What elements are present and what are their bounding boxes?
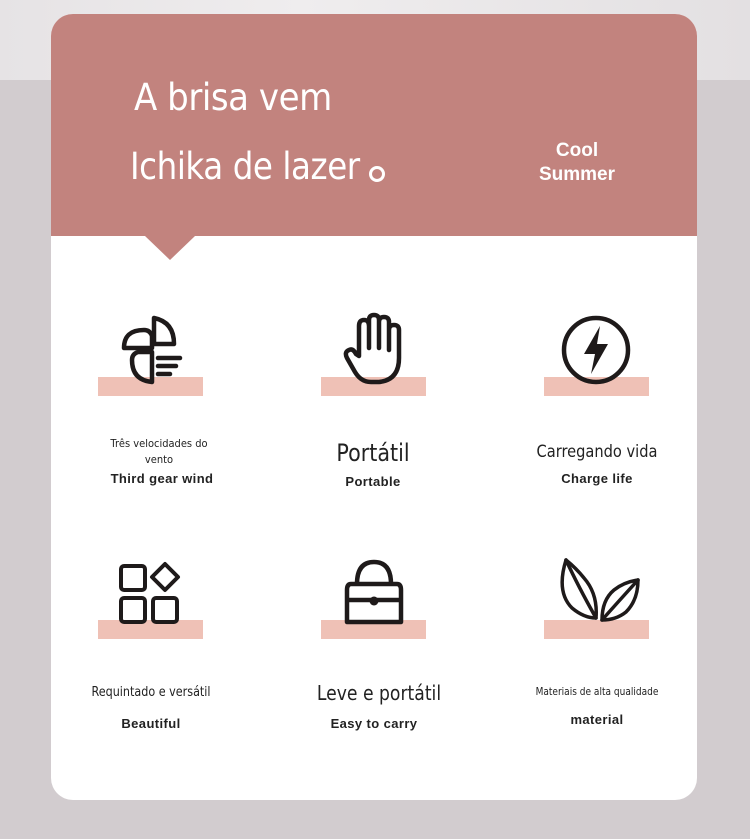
tag-line-1: Cool — [555, 140, 599, 161]
feature-handbag-pt: Leve e portátil — [316, 681, 442, 705]
feature-leaves-en: material — [570, 712, 624, 727]
feature-card — [51, 14, 697, 800]
feature-apps — [98, 556, 298, 646]
feature-fan — [98, 312, 298, 402]
handbag-icon — [341, 558, 407, 628]
feature-apps-pt: Requintado e versátil — [91, 685, 211, 700]
lightning-icon — [560, 314, 632, 386]
header-pointer — [145, 236, 195, 260]
ring-dot-icon — [369, 166, 385, 182]
feature-fan-en: Third gear wind — [110, 471, 214, 486]
hand-icon — [341, 312, 407, 388]
leaves-icon — [558, 556, 642, 626]
feature-fan-pt-line-1: Três velocidades do — [110, 437, 208, 450]
feature-leaves-pt: Materiais de alta qualidade — [535, 685, 659, 698]
cool-summer-tag — [537, 139, 617, 187]
tag-line-2: Summer — [538, 164, 616, 185]
feature-apps-en: Beautiful — [121, 716, 181, 731]
feature-handbag-en: Easy to carry — [330, 716, 418, 731]
header-banner — [51, 14, 697, 236]
fan-icon — [118, 312, 188, 388]
feature-hand — [321, 312, 521, 402]
feature-fan-pt-line-2: vento — [144, 453, 174, 466]
feature-handbag — [321, 556, 521, 646]
feature-lightning — [544, 312, 744, 402]
feature-hand-pt: Portátil — [336, 439, 410, 467]
feature-leaves — [544, 556, 744, 646]
title-line-1: A brisa vem — [134, 76, 332, 119]
feature-fan-pt — [60, 436, 258, 468]
title-line-2: Ichika de lazer — [130, 145, 360, 188]
feature-hand-en: Portable — [345, 474, 401, 489]
apps-icon — [118, 560, 184, 626]
feature-lightning-en: Charge life — [561, 471, 633, 486]
feature-lightning-pt: Carregando vida — [536, 442, 658, 462]
